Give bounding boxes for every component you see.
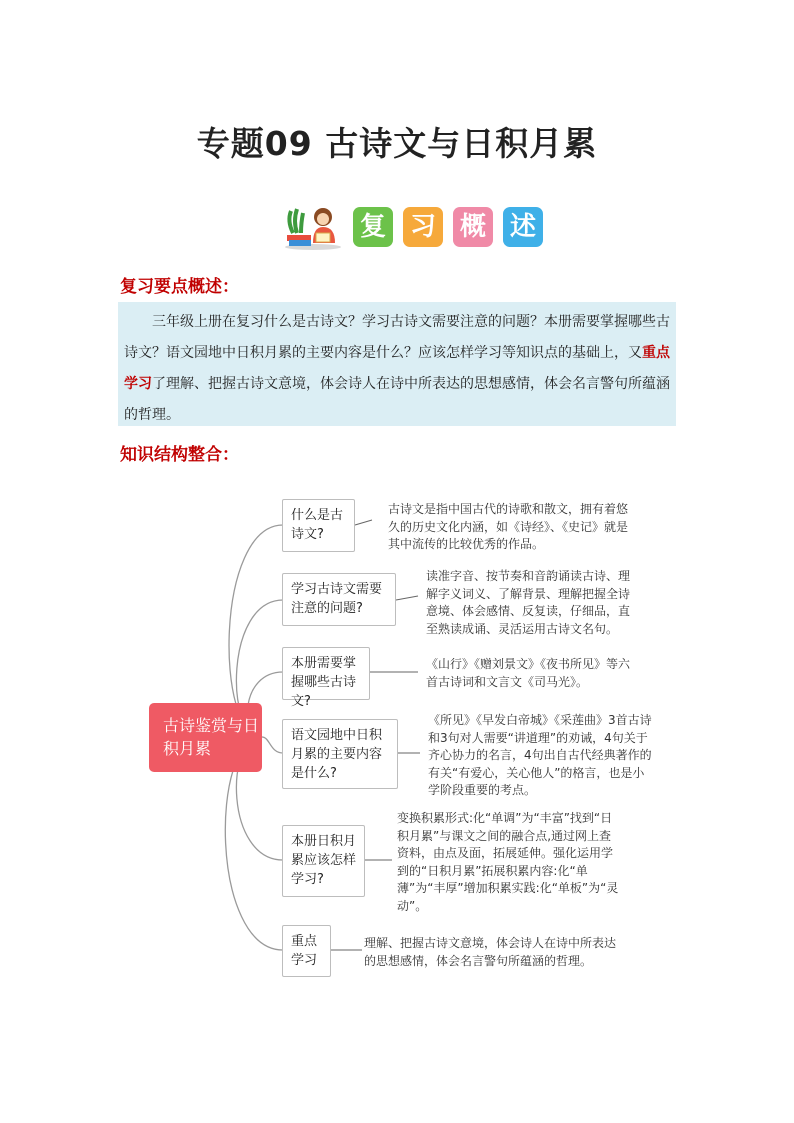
- banner-tile-3: 概: [453, 207, 493, 247]
- branch-key-learning: 重点学习: [282, 925, 331, 977]
- page-title: 专题09 古诗文与日积月累: [196, 124, 598, 163]
- banner-tile-4: 述: [503, 207, 543, 247]
- branch-what-is-classical-desc: 古诗文是指中国古代的诗歌和散文，拥有着悠久的历史文化内涵，如《诗经》、《史记》就是其中流传的比较优秀的作品。: [388, 502, 629, 551]
- summary-highlight: 重点学习: [124, 345, 670, 392]
- mindmap-root: 古诗鉴赏与日积月累: [149, 703, 262, 772]
- branch-how-to-learn: 本册日积月累应该怎样学习?: [282, 825, 365, 897]
- branch-required-poems-desc: 《山行》《赠刘景文》《夜书所见》等六首古诗词和文言文《司马光》。: [426, 657, 631, 689]
- summary-text-b: 了理解、把握古诗文意境，体会诗人在诗中所表达的思想感情，体会名言警句所蕴涵的哲理。: [124, 376, 670, 423]
- branch-required-poems: 本册需要掌握哪些古诗文?: [282, 647, 370, 700]
- branch-daily-accumulation: 语文园地中日积月累的主要内容是什么?: [282, 719, 398, 789]
- branch-key-learning-desc: 理解、把握古诗文意境，体会诗人在诗中所表达的思想感情，体会名言警句所蕴涵的哲理。: [364, 936, 617, 968]
- knowledge-structure-heading: 知识结构整合：: [120, 445, 239, 465]
- branch-daily-accumulation-desc: 《所见》《早发白帝城》《采莲曲》3首古诗和3句对人需要“讲道理”的劝诫，4句关于齐心协力的名言，4句出自古代经典著作的有关“有爱心，关心他人”的格言，也是小学阶段重要的考点。: [428, 713, 652, 797]
- branch-learning-notes-desc: 读准字音、按节奏和音韵诵读古诗、理解字义词义、了解背景、理解把握全诗意境、体会感情、反复读，仔细品，直至熟读成诵、灵活运用古诗文名句。: [426, 569, 631, 636]
- banner-tile-2: 习: [403, 207, 443, 247]
- branch-what-is-classical: 什么是古诗文?: [282, 499, 355, 552]
- branch-learning-notes: 学习古诗文需要注意的问题?: [282, 573, 396, 626]
- banner-tile-1: 复: [353, 207, 393, 247]
- summary-text-a: 三年级上册在复习什么是古诗文？学习古诗文需要注意的问题？本册需要掌握哪些古诗文？语文园地中日积月累的主要内容是什么？应该怎样学习等知识点的基础上，又: [124, 314, 670, 361]
- review-points-heading: 复习要点概述：: [120, 277, 239, 297]
- branch-how-to-learn-desc: 变换积累形式:化“单调”为“丰富”找到“日积月累”与课文之间的融合点,通过网上查资料，由点及面，拓展延伸。强化运用学到的“日积月累”拓展积累内容:化“单薄”为“丰厚”增加积累实践:化“单板”为“灵动”。: [397, 811, 619, 913]
